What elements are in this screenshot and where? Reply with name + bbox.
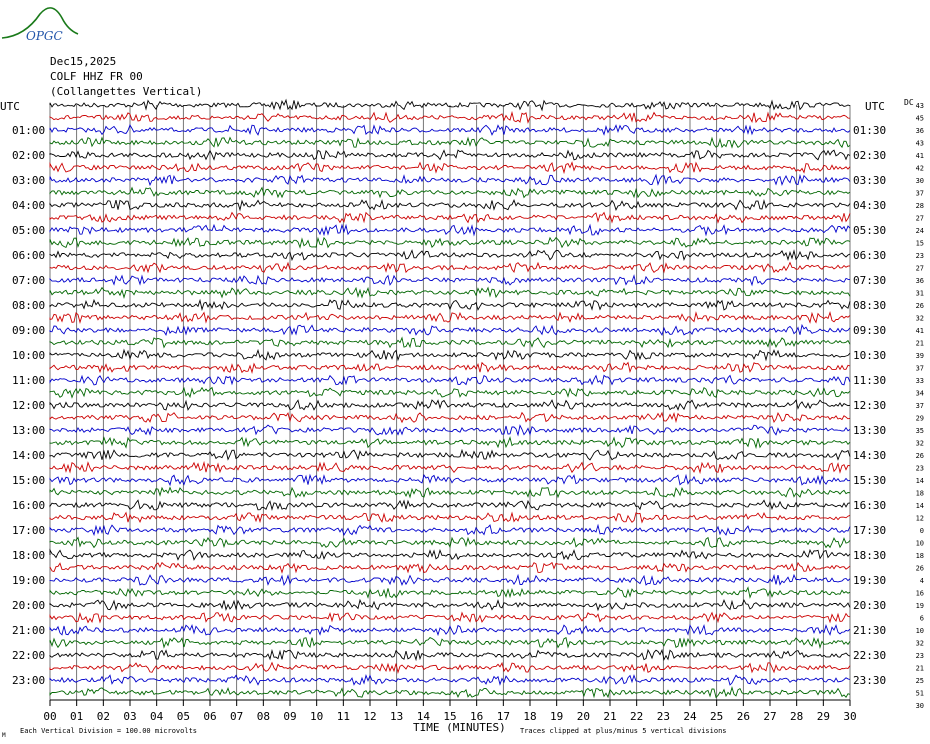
dc-offset-value: 32: [915, 439, 924, 448]
dc-offset-value: 41: [915, 152, 924, 160]
dc-offset-value: 35: [915, 427, 924, 435]
x-tick-label: 30: [843, 710, 857, 723]
right-half-hour-label: 14:30: [853, 449, 887, 462]
left-axis-label: UTC: [0, 100, 20, 113]
dc-offset-value: 33: [915, 377, 924, 385]
dc-offset-value: 28: [915, 202, 924, 210]
dc-offset-value: 24: [915, 227, 924, 235]
dc-offset-value: 32: [915, 314, 924, 323]
x-tick-label: 13: [390, 710, 404, 723]
x-tick-label: 20: [576, 710, 590, 723]
right-half-hour-label: 13:30: [853, 424, 887, 437]
scale-note: Each Vertical Division = 100.00 microvolts: [20, 727, 198, 735]
x-tick-label: 00: [43, 710, 57, 723]
dc-offset-value: 23: [915, 652, 924, 660]
dc-offset-value: 26: [915, 302, 924, 310]
right-half-hour-label: 07:30: [853, 274, 887, 287]
left-hour-label: 05:00: [12, 224, 46, 237]
dc-offset-value: 42: [915, 164, 924, 173]
x-tick-label: 25: [710, 710, 724, 723]
dc-offset-value: 4: [919, 577, 924, 585]
dc-offset-value: 27: [915, 264, 924, 273]
right-half-hour-label: 16:30: [853, 499, 887, 512]
dc-offset-value: 25: [915, 677, 924, 685]
right-half-hour-label: 09:30: [853, 324, 887, 337]
x-tick-label: 17: [496, 710, 510, 723]
dc-offset-value: 15: [915, 239, 924, 248]
left-hour-label: 08:00: [12, 299, 46, 312]
dc-offset-value: 29: [915, 414, 924, 423]
x-tick-label: 23: [656, 710, 670, 723]
dc-offset-value: 30: [915, 177, 924, 185]
x-tick-label: 29: [816, 710, 830, 723]
right-half-hour-label: 10:30: [853, 349, 887, 362]
x-tick-label: 18: [523, 710, 537, 723]
dc-offset-value: 12: [915, 514, 924, 523]
left-hour-label: 01:00: [12, 124, 46, 137]
dc-offset-value: 41: [915, 327, 924, 335]
right-half-hour-label: 22:30: [853, 649, 887, 662]
x-tick-label: 14: [416, 710, 430, 723]
dc-offset-value: 31: [915, 289, 924, 298]
x-tick-label: 06: [203, 710, 217, 723]
right-axis-label: UTC: [865, 100, 885, 113]
x-tick-label: 02: [96, 710, 110, 723]
dc-offset-value: 16: [915, 589, 924, 598]
dc-offset-value: 43: [915, 102, 924, 110]
left-hour-label: 18:00: [12, 549, 46, 562]
dc-offset-value: 43: [915, 139, 924, 148]
dc-offset-value: 21: [915, 664, 924, 673]
left-hour-label: 11:00: [12, 374, 46, 387]
left-hour-label: 13:00: [12, 424, 46, 437]
right-time-ticks: [853, 124, 886, 687]
clip-note: Traces clipped at plus/minus 5 vertical divisions: [520, 727, 727, 735]
dc-offset-value: 34: [915, 389, 924, 398]
dc-offset-value: 10: [915, 627, 924, 635]
right-half-hour-label: 18:30: [853, 549, 887, 562]
dc-offset-value: 32: [915, 639, 924, 648]
dc-offset-value: 0: [919, 527, 924, 535]
x-tick-label: 11: [336, 710, 350, 723]
left-hour-label: 03:00: [12, 174, 46, 187]
dc-offset-value: 37: [915, 364, 924, 373]
left-hour-label: 12:00: [12, 399, 46, 412]
x-tick-label: 12: [363, 710, 377, 723]
left-hour-label: 07:00: [12, 274, 46, 287]
left-hour-label: 10:00: [12, 349, 46, 362]
left-hour-label: 19:00: [12, 574, 46, 587]
x-tick-label: 03: [123, 710, 137, 723]
right-half-hour-label: 12:30: [853, 399, 887, 412]
right-half-hour-label: 05:30: [853, 224, 887, 237]
right-half-hour-label: 11:30: [853, 374, 887, 387]
x-tick-label: 09: [283, 710, 297, 723]
chart-date: Dec15,2025: [50, 55, 117, 68]
dc-offset-value: 21: [915, 339, 924, 348]
left-hour-label: 16:00: [12, 499, 46, 512]
dc-offset-value: 36: [915, 127, 924, 135]
left-hour-label: 09:00: [12, 324, 46, 337]
right-half-hour-label: 23:30: [853, 674, 887, 687]
x-tick-label: 21: [603, 710, 617, 723]
left-hour-label: 02:00: [12, 149, 46, 162]
dc-offset-value: 18: [915, 552, 924, 560]
right-half-hour-label: 01:30: [853, 124, 887, 137]
dc-offset-value: 19: [915, 602, 924, 610]
right-half-hour-label: 08:30: [853, 299, 887, 312]
dc-offset-value: 26: [915, 452, 924, 460]
dc-offset-value: 23: [915, 252, 924, 260]
left-hour-label: 20:00: [12, 599, 46, 612]
x-tick-label: 26: [736, 710, 750, 723]
x-tick-label: 07: [230, 710, 244, 723]
dc-label: DC: [904, 98, 914, 107]
chart-station: COLF HHZ FR 00: [50, 70, 143, 83]
right-half-hour-label: 15:30: [853, 474, 887, 487]
x-tick-label: 01: [70, 710, 84, 723]
x-tick-label: 08: [256, 710, 270, 723]
dc-offset-value: 51: [915, 689, 924, 698]
x-tick-label: 15: [443, 710, 457, 723]
dc-offset-value: 39: [915, 352, 924, 360]
right-half-hour-label: 19:30: [853, 574, 887, 587]
x-tick-label: 05: [176, 710, 190, 723]
right-half-hour-label: 06:30: [853, 249, 887, 262]
dc-offset-value: 30: [915, 702, 924, 710]
dc-offset-value: 26: [915, 564, 924, 573]
dc-offset-value: 45: [915, 114, 924, 123]
right-half-hour-label: 17:30: [853, 524, 887, 537]
dc-offset-value: 10: [915, 539, 924, 548]
left-hour-label: 04:00: [12, 199, 46, 212]
x-tick-label: 22: [630, 710, 644, 723]
right-half-hour-label: 04:30: [853, 199, 887, 212]
chart-location: (Collangettes Vertical): [50, 85, 203, 98]
corner-mark: M: [2, 732, 6, 739]
left-hour-label: 06:00: [12, 249, 46, 262]
x-tick-label: 19: [550, 710, 564, 723]
right-half-hour-label: 02:30: [853, 149, 887, 162]
left-time-ticks: [12, 124, 45, 687]
dc-offset-value: 14: [915, 502, 924, 510]
x-tick-label: 16: [470, 710, 484, 723]
left-hour-label: 22:00: [12, 649, 46, 662]
right-half-hour-label: 20:30: [853, 599, 887, 612]
right-half-hour-label: 21:30: [853, 624, 887, 637]
x-tick-label: 27: [763, 710, 777, 723]
dc-offset-value: 23: [915, 464, 924, 473]
dc-offset-value: 14: [915, 477, 924, 485]
dc-offset-value: 37: [915, 402, 924, 410]
left-hour-label: 15:00: [12, 474, 46, 487]
x-tick-label: 10: [310, 710, 324, 723]
left-hour-label: 17:00: [12, 524, 46, 537]
right-half-hour-label: 03:30: [853, 174, 887, 187]
dc-offset-value: 18: [915, 489, 924, 498]
dc-offset-value: 6: [919, 614, 924, 623]
left-hour-label: 23:00: [12, 674, 46, 687]
left-hour-label: 14:00: [12, 449, 46, 462]
dc-offset-values: [916, 102, 924, 710]
logo-text: OPGC: [26, 29, 63, 43]
x-tick-label: 24: [683, 710, 697, 723]
dc-offset-value: 36: [915, 277, 924, 285]
dc-offset-value: 37: [915, 189, 924, 198]
x-tick-label: 28: [790, 710, 804, 723]
x-axis-label: TIME (MINUTES): [413, 721, 506, 734]
left-hour-label: 21:00: [12, 624, 46, 637]
dc-offset-value: 27: [915, 214, 924, 223]
x-tick-label: 04: [150, 710, 164, 723]
